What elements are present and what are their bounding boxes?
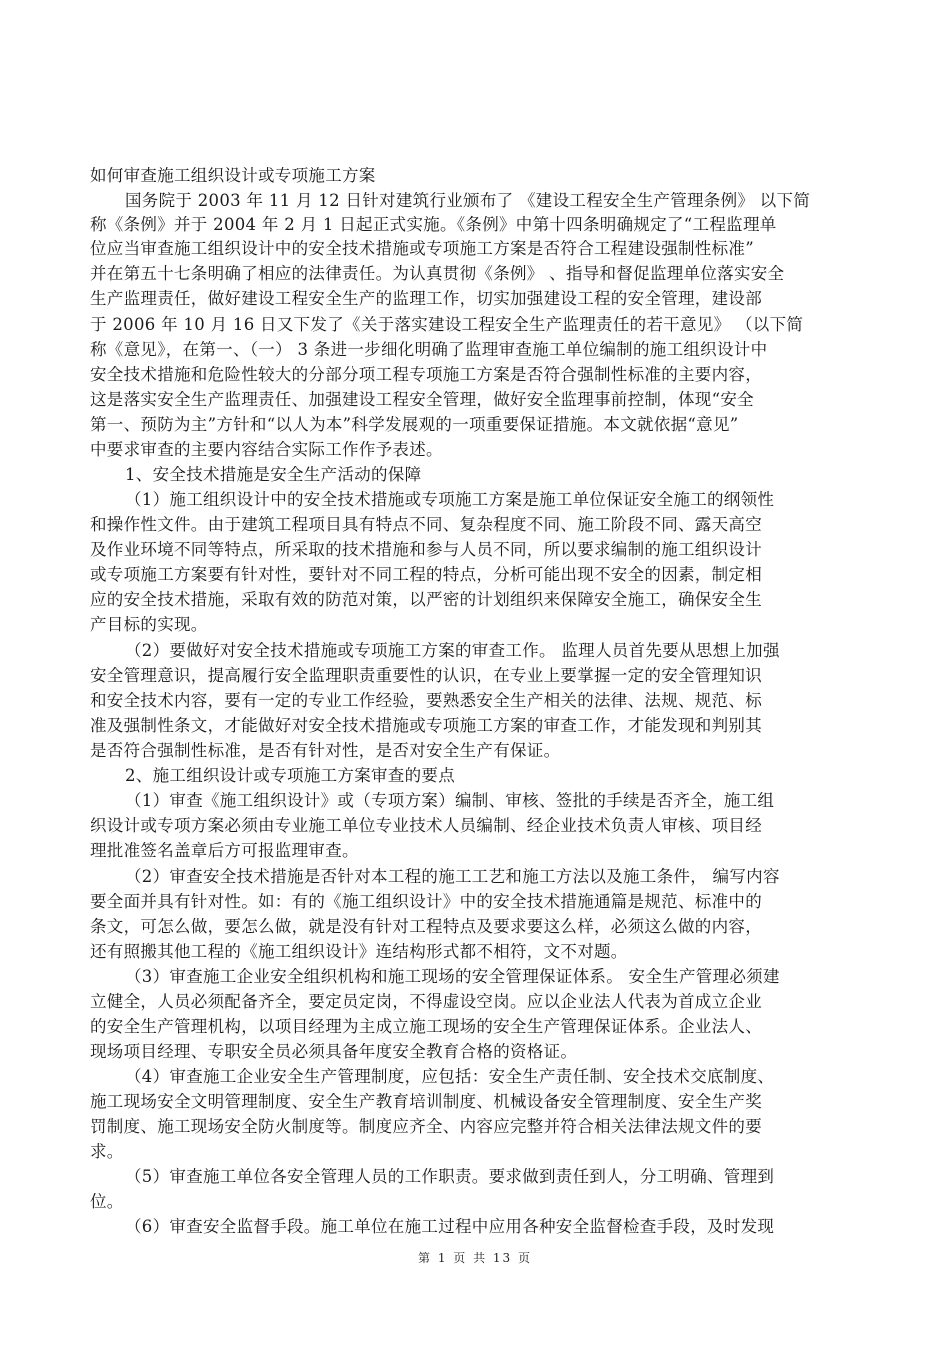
text-line: 这是落实安全生产监理责任、加强建设工程安全管理，做好安全监理事前控制，体现“安全	[90, 390, 754, 409]
text-line: （1）审查《施工组织设计》或（专项方案）编制、审核、签批的手续是否齐全，施工组	[125, 791, 775, 810]
text-line: （4）审查施工企业安全生产管理制度，应包括：安全生产责任制、安全技术交底制度、	[125, 1067, 775, 1086]
text-line: （1）施工组织设计中的安全技术措施或专项施工方案是施工单位保证安全施工的纲领性	[125, 490, 775, 509]
text-line: 和操作性文件。由于建筑工程项目具有特点不同、复杂程度不同、施工阶段不同、露天高空	[90, 515, 762, 534]
text-line: 应的安全技术措施，采取有效的防范对策，以严密的计划组织来保障安全施工，确保安全生	[90, 590, 762, 609]
text-line: 或专项施工方案要有针对性，要针对不同工程的特点，分析可能出现不安全的因素，制定相	[90, 565, 762, 584]
text-line: 安全管理意识，提高履行安全监理职责重要性的认识，在专业上要掌握一定的安全管理知识	[90, 666, 762, 685]
text-line: 现场项目经理、专职安全员必须具备年度安全教育合格的资格证。	[90, 1042, 578, 1061]
text-line: （3）审查施工企业安全组织机构和施工现场的安全管理保证体系。 安全生产管理必须建	[125, 967, 780, 986]
text-line: 立健全，人员必须配备齐全，要定员定岗，不得虚设空岗。应以企业法人代表为首成立企业	[90, 992, 762, 1011]
text-line: 称《意见》，在第一、（一） 3 条进一步细化明确了监理审查施工单位编制的施工组织设计中	[90, 340, 768, 359]
text-line: （2）审查安全技术措施是否针对本工程的施工工艺和施工方法以及施工条件， 编写内容	[125, 867, 780, 886]
text-line: 位应当审查施工组织设计中的安全技术措施或专项施工方案是否符合工程建设强制性标准”	[90, 239, 754, 258]
text-line: （5）审查施工单位各安全管理人员的工作职责。要求做到责任到人，分工明确、管理到	[125, 1167, 775, 1186]
text-line: 要全面并具有针对性。如：有的《施工组织设计》中的安全技术措施通篇是规范、标准中的	[90, 892, 762, 911]
text-line: 条文，可怎么做，要怎么做，就是没有针对工程特点及要求要这么样，必须这么做的内容，	[90, 917, 762, 936]
text-line: 并在第五十七条明确了相应的法律责任。为认真贯彻《条例》 、指导和督促监理单位落实安全	[90, 264, 785, 283]
text-line: 产目标的实现。	[90, 615, 208, 634]
text-line: 生产监理责任，做好建设工程安全生产的监理工作，切实加强建设工程的安全管理，建设部	[90, 289, 762, 308]
text-line: 还有照搬其他工程的《施工组织设计》连结构形式都不相符，文不对题。	[90, 942, 628, 961]
text-line: 是否符合强制性标准，是否有针对性，是否对安全生产有保证。	[90, 741, 561, 760]
text-line: 称《条例》并于 2004 年 2 月 1 日起正式实施。《条例》中第十四条明确规定了“工程监理单	[90, 215, 777, 234]
text-line: 第一、预防为主”方针和“以人为本”科学发展观的一项重要保证措施。本文就依据“意见”	[90, 415, 739, 434]
text-line: 国务院于 2003 年 11 月 12 日针对建筑行业颁布了 《建设工程安全生产管理条例》 以下简	[125, 191, 811, 210]
document-title: 如何审查施工组织设计或专项施工方案	[90, 166, 376, 185]
text-line: 中要求审查的主要内容结合实际工作作予表述。	[90, 440, 443, 459]
text-line: 施工现场安全文明管理制度、安全生产教育培训制度、机械设备安全管理制度、安全生产奖	[90, 1092, 762, 1111]
text-line: 位。	[90, 1192, 124, 1211]
text-line: 和安全技术内容，要有一定的专业工作经验，要熟悉安全生产相关的法律、法规、规范、标	[90, 691, 762, 710]
page-footer: 第 1 页 共 13 页	[418, 1251, 532, 1265]
text-line: 织设计或专项方案必须由专业施工单位专业技术人员编制、经企业技术负责人审核、项目经	[90, 816, 762, 835]
section-heading: 1、安全技术措施是安全生产活动的保障	[125, 465, 422, 484]
text-line: 安全技术措施和危险性较大的分部分项工程专项施工方案是否符合强制性标准的主要内容，	[90, 365, 762, 384]
text-line: 及作业环境不同等特点，所采取的技术措施和参与人员不同，所以要求编制的施工组织设计	[90, 540, 762, 559]
text-line: 求。	[90, 1142, 124, 1161]
text-line: 理批准签名盖章后方可报监理审查。	[90, 841, 359, 860]
text-line: 于 2006 年 10 月 16 日又下发了《关于落实建设工程安全生产监理责任的若干意见》 （以下简	[90, 315, 804, 334]
text-line: （6）审查安全监督手段。施工单位在施工过程中应用各种安全监督检查手段，及时发现	[125, 1217, 775, 1236]
text-line: 罚制度、施工现场安全防火制度等。制度应齐全、内容应完整并符合相关法律法规文件的要	[90, 1117, 762, 1136]
text-line: 准及强制性条文，才能做好对安全技术措施或专项施工方案的审查工作，才能发现和判别其	[90, 716, 762, 735]
section-heading: 2、施工组织设计或专项施工方案审查的要点	[125, 766, 455, 785]
text-line: 的安全生产管理机构，以项目经理为主成立施工现场的安全生产管理保证体系。企业法人、	[90, 1017, 762, 1036]
text-line: （2）要做好对安全技术措施或专项施工方案的审查工作。 监理人员首先要从思想上加强	[125, 641, 780, 660]
